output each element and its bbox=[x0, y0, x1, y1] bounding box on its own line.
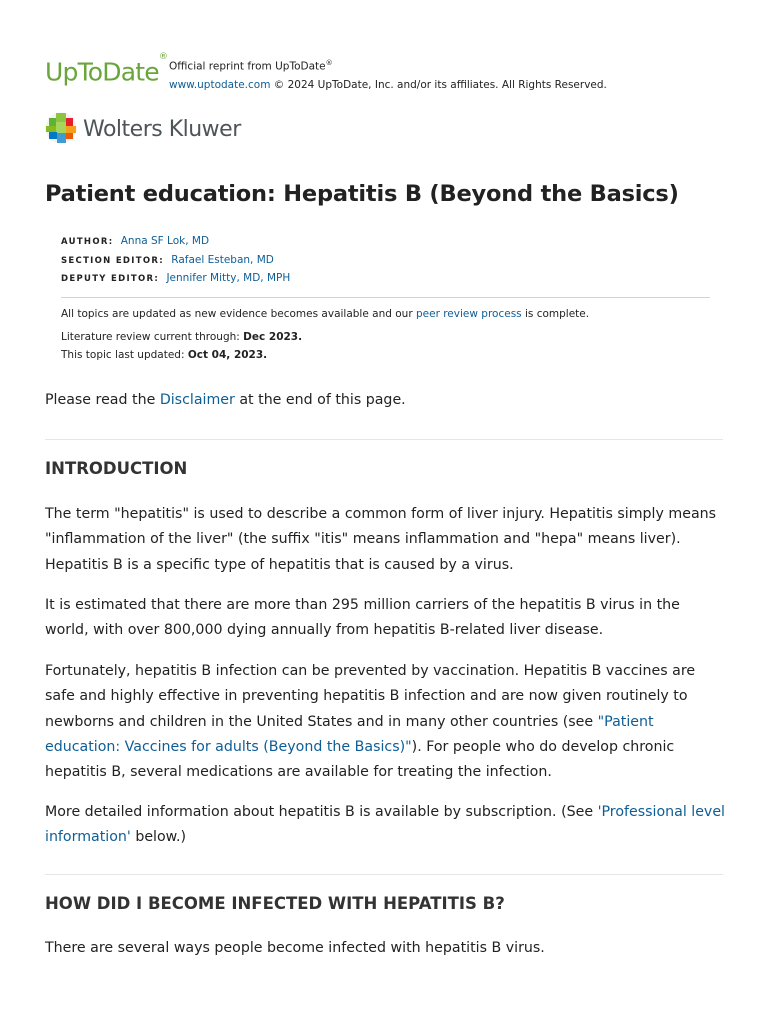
metadata-divider bbox=[61, 297, 710, 298]
wolters-kluwer-logo[interactable] bbox=[45, 112, 285, 148]
section-editor-link[interactable]: Rafael Esteban, MD bbox=[171, 253, 274, 266]
page-title: Patient education: Hepatitis B (Beyond the Basics) bbox=[45, 181, 679, 207]
infection-routes-heading: HOW DID I BECOME INFECTED WITH HEPATITIS B? bbox=[45, 894, 505, 913]
section-editor-row bbox=[61, 252, 711, 271]
reprint-header bbox=[45, 50, 735, 90]
disclaimer-pre: Please read the bbox=[45, 392, 156, 408]
article-metadata bbox=[61, 233, 711, 364]
deputy-editor-link[interactable]: Jennifer Mitty, MD, MPH bbox=[166, 272, 291, 284]
intro-paragraph-4-post: below.) bbox=[135, 829, 187, 846]
author-label: AUTHOR: bbox=[61, 237, 114, 247]
wolters-kluwer-logo-text: Wolters Kluwer bbox=[83, 117, 241, 142]
literature-review-line bbox=[61, 329, 711, 347]
intro-paragraph-3-pre: Fortunately, hepatitis B infection can be prevented by vaccination. Hepatitis B vaccines are safe and highly effective in preventing hepatitis B infection and are now given routinely to newborns and children in the United States and in many other countries (see bbox=[45, 663, 696, 730]
disclaimer-post: at the end of this page. bbox=[239, 392, 406, 408]
infection-routes-paragraph-1: There are several ways people become infected with hepatitis B virus. bbox=[45, 940, 545, 956]
section-divider-2 bbox=[45, 874, 723, 875]
update-notice bbox=[61, 306, 711, 324]
last-updated-date: Oct 04, 2023. bbox=[187, 348, 268, 361]
intro-paragraph-3 bbox=[45, 659, 725, 785]
vaccines-for-adults-link[interactable]: "Patient education: Vaccines for adults (Beyond the Basics)" bbox=[45, 713, 654, 755]
last-updated-line bbox=[61, 347, 711, 365]
last-updated-label: This topic last updated: bbox=[61, 348, 185, 361]
wolters-kluwer-mosaic-icon bbox=[45, 112, 77, 144]
reprint-line: Official reprint from UpToDate bbox=[169, 60, 326, 73]
reprint-mark: ® bbox=[325, 59, 333, 67]
author-row bbox=[61, 233, 711, 252]
section-divider bbox=[45, 439, 723, 440]
intro-paragraph-2: It is estimated that there are more than 295 million carriers of the hepatitis B virus in the world, with over 800,000 dying annually from hepatitis B-related liver disease. bbox=[45, 597, 680, 639]
literature-review-label: Literature review current through: bbox=[61, 331, 240, 343]
update-notice-pre: All topics are updated as new evidence becomes available and our bbox=[61, 307, 413, 320]
professional-level-information-link[interactable]: 'Professional level information' bbox=[45, 804, 726, 846]
peer-review-link[interactable]: peer review process bbox=[415, 307, 522, 320]
disclaimer-link[interactable]: Disclaimer bbox=[159, 392, 235, 408]
deputy-editor-label: DEPUTY EDITOR: bbox=[61, 274, 160, 284]
uptodate-site-link[interactable]: www.uptodate.com bbox=[169, 78, 271, 91]
deputy-editor-row bbox=[61, 270, 711, 289]
reprint-notice bbox=[169, 54, 607, 94]
intro-paragraph-3-post: ). For people who do develop chronic hepatitis B, several medications are available for treating the infection. bbox=[45, 738, 675, 781]
section-editor-label: SECTION EDITOR: bbox=[61, 255, 164, 266]
intro-paragraph-4-pre: More detailed information about hepatitis B is available by subscription. (See bbox=[45, 804, 594, 820]
update-notice-post: is complete. bbox=[524, 307, 590, 320]
copyright-text: © 2024 UpToDate, Inc. and/or its affiliates. All Rights Reserved. bbox=[273, 78, 607, 91]
disclaimer-notice bbox=[45, 392, 406, 408]
uptodate-logo[interactable] bbox=[45, 54, 168, 87]
author-link[interactable]: Anna SF Lok, MD bbox=[120, 235, 210, 247]
intro-paragraph-4 bbox=[45, 800, 725, 851]
literature-review-date: Dec 2023. bbox=[243, 331, 303, 343]
uptodate-logo-mark: ® bbox=[158, 52, 168, 62]
uptodate-logo-text: UpToDate bbox=[45, 57, 159, 87]
introduction-heading: INTRODUCTION bbox=[45, 459, 188, 478]
intro-paragraph-1: The term "hepatitis" is used to describe a common form of liver injury. Hepatitis simply means "inflammation of the liver" (the suffix "itis" means inflammation and "hepa" means liver). Hepatitis B is a specific type of hepatitis that is caused by a virus. bbox=[45, 506, 717, 573]
